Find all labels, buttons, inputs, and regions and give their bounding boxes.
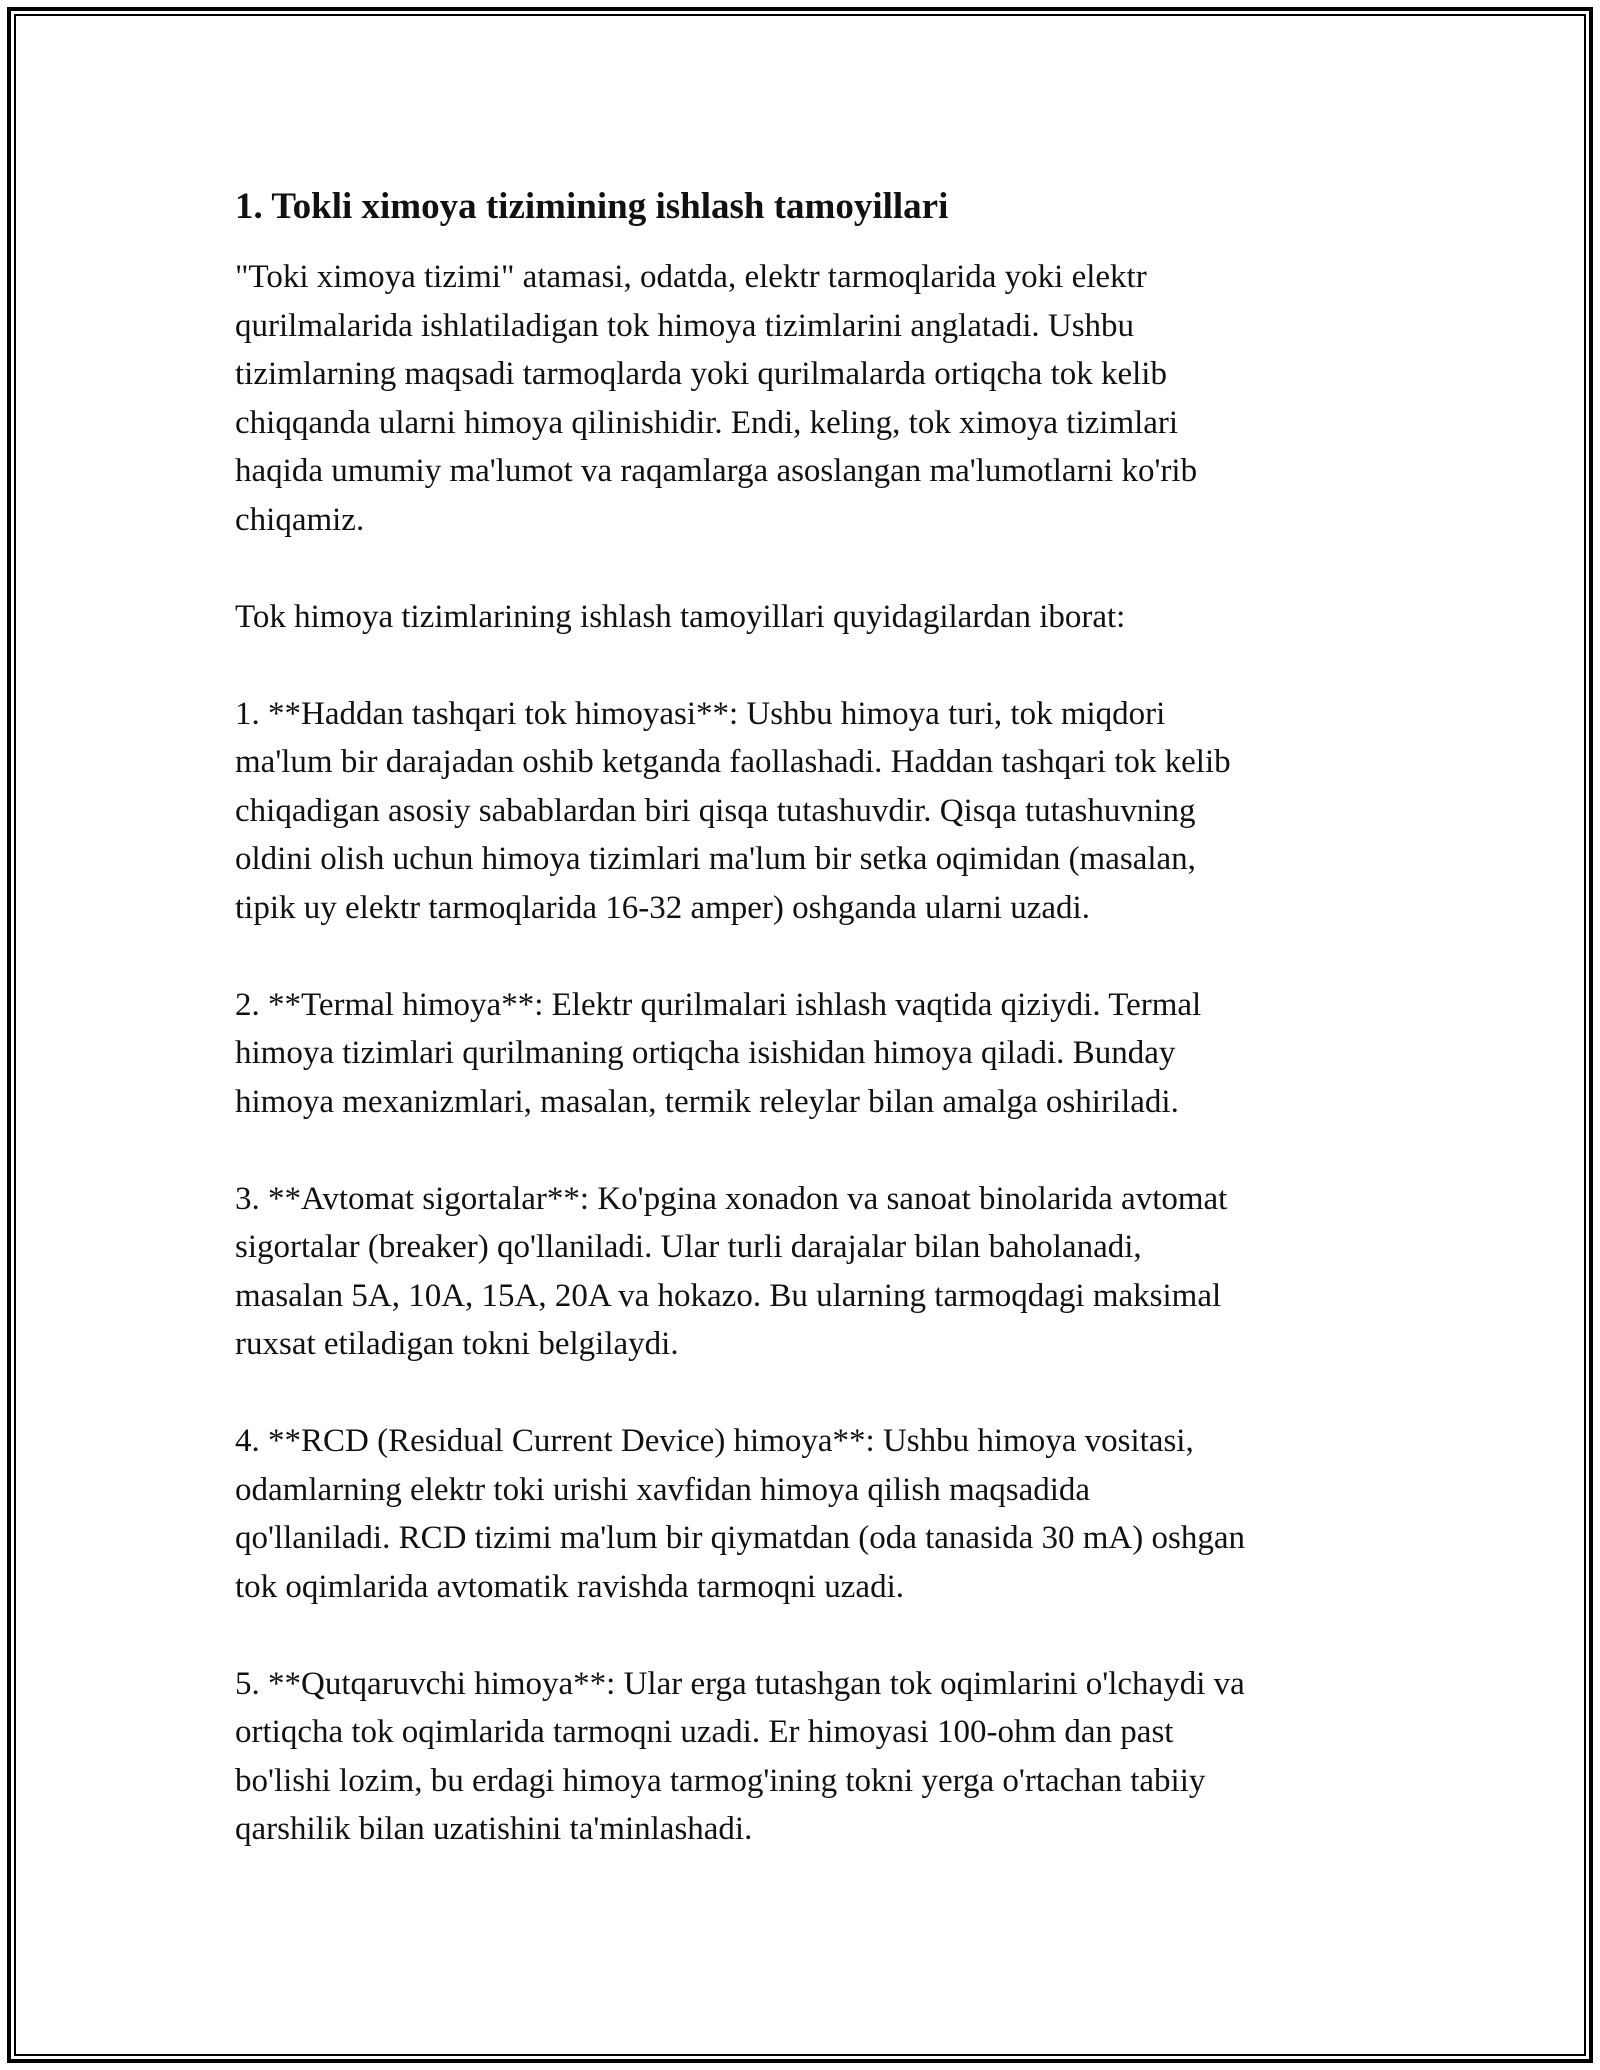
text-line: 3. **Avtomat sigortalar**: Ko'pgina xonadon va sanoat binolarida avtomat <box>235 1180 1228 1217</box>
intro-paragraph <box>235 253 1375 544</box>
text-line: himoya mexanizmlari, masalan, termik releylar bilan amalga oshiriladi. <box>235 1083 1179 1120</box>
text-line: 2. **Termal himoya**: Elektr qurilmalari ishlash vaqtida qiziydi. Termal <box>235 986 1202 1023</box>
text-line: ortiqcha tok oqimlarida tarmoqni uzadi. Er himoyasi 100-ohm dan past <box>235 1714 1174 1750</box>
text-line: sigortalar (breaker) qo'llaniladi. Ular turli darajalar bilan baholanadi, <box>235 1229 1142 1265</box>
text-line: ma'lum bir darajadan oshib ketganda faollashadi. Haddan tashqari tok kelib <box>235 744 1231 780</box>
list-item-5 <box>235 1660 1375 1854</box>
text-line: haqida umumiy ma'lumot va raqamlarga asoslangan ma'lumotlarni ko'rib <box>235 453 1198 489</box>
text-line: qarshilik bilan uzatishini ta'minlashadi. <box>235 1811 753 1847</box>
text-line: oldini olish uchun himoya tizimlari ma'lum bir setka oqimidan (masalan, <box>235 841 1196 877</box>
list-item-2 <box>235 981 1375 1127</box>
text-line: bo'lishi lozim, bu erdagi himoya tarmog'ining tokni yerga o'rtachan tabiiy <box>235 1762 1206 1799</box>
text-line: 4. **RCD (Residual Current Device) himoya**: Ushbu himoya vositasi, <box>235 1423 1194 1459</box>
document-heading: 1. Tokli ximoya tizimining ishlash tamoyillari <box>235 186 949 227</box>
text-line: qo'llaniladi. RCD tizimi ma'lum bir qiymatdan (oda tanasida 30 mA) oshgan <box>235 1520 1245 1556</box>
text-line: tizimlarning maqsadi tarmoqlarda yoki qurilmalarda ortiqcha tok kelib <box>235 356 1167 392</box>
text-line: odamlarning elektr toki urishi xavfidan himoya qilish maqsadida <box>235 1471 1091 1508</box>
text-line: chiqamiz. <box>235 501 365 538</box>
list-item-1 <box>235 690 1375 933</box>
text-line: 1. **Haddan tashqari tok himoyasi**: Ushbu himoya turi, tok miqdori <box>235 695 1166 732</box>
text-line: Tok himoya tizimlarining ishlash tamoyillari quyidagilardan iborat: <box>235 598 1126 635</box>
text-line: ruxsat etiladigan tokni belgilaydi. <box>235 1326 679 1362</box>
text-line: tok oqimlarida avtomatik ravishda tarmoqni uzadi. <box>235 1568 904 1605</box>
text-line: 5. **Qutqaruvchi himoya**: Ular erga tutashgan tok oqimlarini o'lchaydi va <box>235 1665 1245 1702</box>
list-item-4 <box>235 1417 1375 1611</box>
text-line: tipik uy elektr tarmoqlarida 16-32 amper) oshganda ularni uzadi. <box>235 889 1090 926</box>
text-line: "Toki ximoya tizimi" atamasi, odatda, elektr tarmoqlarida yoki elektr <box>235 259 1147 295</box>
text-line: chiqadigan asosiy sabablardan biri qisqa tutashuvdir. Qisqa tutashuvning <box>235 792 1196 829</box>
text-line: chiqqanda ularni himoya qilinishidir. Endi, keling, tok ximoya tizimlari <box>235 404 1179 441</box>
text-line: qurilmalarida ishlatiladigan tok himoya tizimlarini anglatadi. Ushbu <box>235 307 1135 344</box>
list-intro-paragraph <box>235 593 1375 642</box>
text-line: masalan 5A, 10A, 15A, 20A va hokazo. Bu ularning tarmoqdagi maksimal <box>235 1277 1222 1314</box>
document-body <box>235 183 1375 1902</box>
list-item-3 <box>235 1175 1375 1369</box>
text-line: himoya tizimlari qurilmaning ortiqcha isishidan himoya qiladi. Bunday <box>235 1035 1176 1071</box>
